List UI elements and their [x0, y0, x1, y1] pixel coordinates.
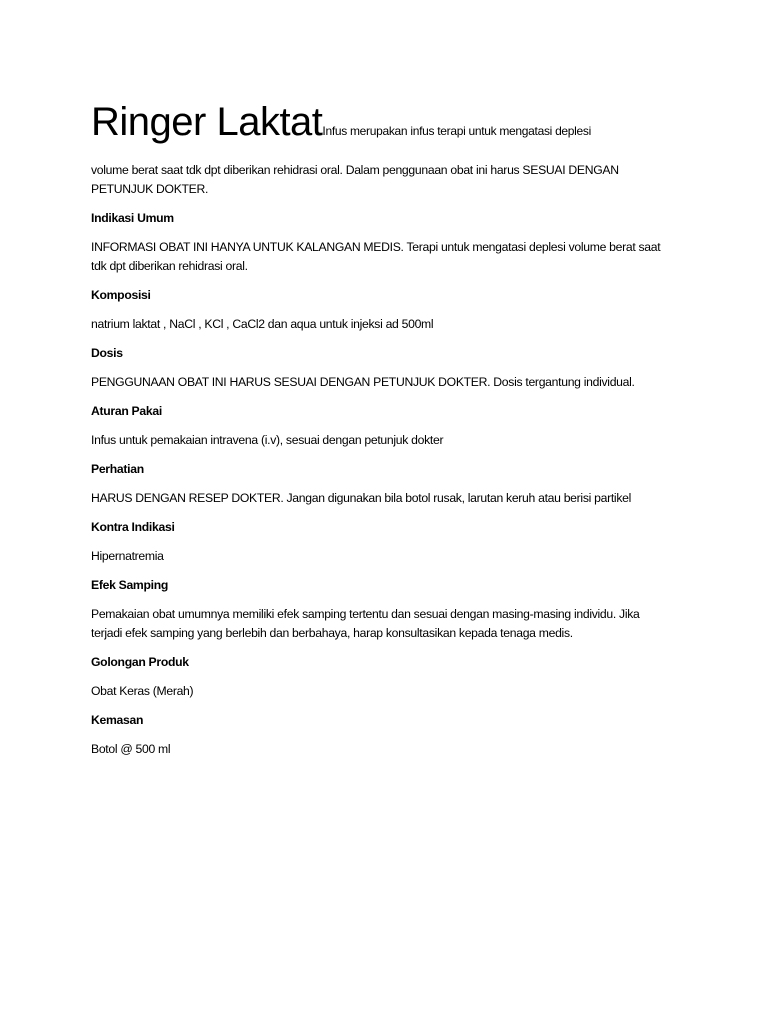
section-text-indikasi-umum: INFORMASI OBAT INI HANYA UNTUK KALANGAN MEDIS. Terapi untuk mengatasi deplesi volume berat saat tdk dpt diberikan rehidrasi oral.	[91, 240, 661, 273]
section-heading-indikasi-umum: Indikasi Umum	[91, 211, 174, 225]
document-page	[91, 98, 671, 759]
title-line	[91, 98, 671, 155]
section-heading-kontra-indikasi: Kontra Indikasi	[91, 520, 175, 534]
section-heading-efek-samping: Efek Samping	[91, 578, 168, 592]
section-text-golongan-produk: Obat Keras (Merah)	[91, 684, 194, 698]
section-text-kontra-indikasi: Hipernatremia	[91, 549, 164, 563]
section-heading-perhatian: Perhatian	[91, 462, 144, 476]
section-text-efek-samping: Pemakaian obat umumnya memiliki efek samping tertentu dan sesuai dengan masing-masing individu. Jika terjadi efek samping yang berlebih dan berbahaya, harap konsultasikan kepada tenaga medis.	[91, 607, 640, 640]
section-text-perhatian: HARUS DENGAN RESEP DOKTER. Jangan digunakan bila botol rusak, larutan keruh atau berisi partikel	[91, 491, 631, 505]
section-text-dosis: PENGGUNAAN OBAT INI HARUS SESUAI DENGAN PETUNJUK DOKTER. Dosis tergantung individual.	[91, 375, 635, 389]
section-heading-aturan-pakai: Aturan Pakai	[91, 404, 162, 418]
section-text-kemasan: Botol @ 500 ml	[91, 742, 171, 756]
section-text-aturan-pakai: Infus untuk pemakaian intravena (i.v), sesuai dengan petunjuk dokter	[91, 433, 444, 447]
section-text-komposisi: natrium laktat , NaCl , KCl , CaCl2 dan aqua untuk injeksi ad 500ml	[91, 317, 434, 331]
section-heading-kemasan: Kemasan	[91, 713, 144, 727]
page-title: Ringer Laktat	[91, 100, 323, 144]
section-heading-komposisi: Komposisi	[91, 288, 151, 302]
intro-paragraph: volume berat saat tdk dpt diberikan rehidrasi oral. Dalam penggunaan obat ini harus SESUAI DENGAN PETUNJUK DOKTER.	[91, 163, 619, 196]
section-heading-golongan-produk: Golongan Produk	[91, 655, 189, 669]
intro-lead-text: Infus merupakan infus terapi untuk mengatasi deplesi	[322, 124, 591, 138]
section-heading-dosis: Dosis	[91, 346, 123, 360]
